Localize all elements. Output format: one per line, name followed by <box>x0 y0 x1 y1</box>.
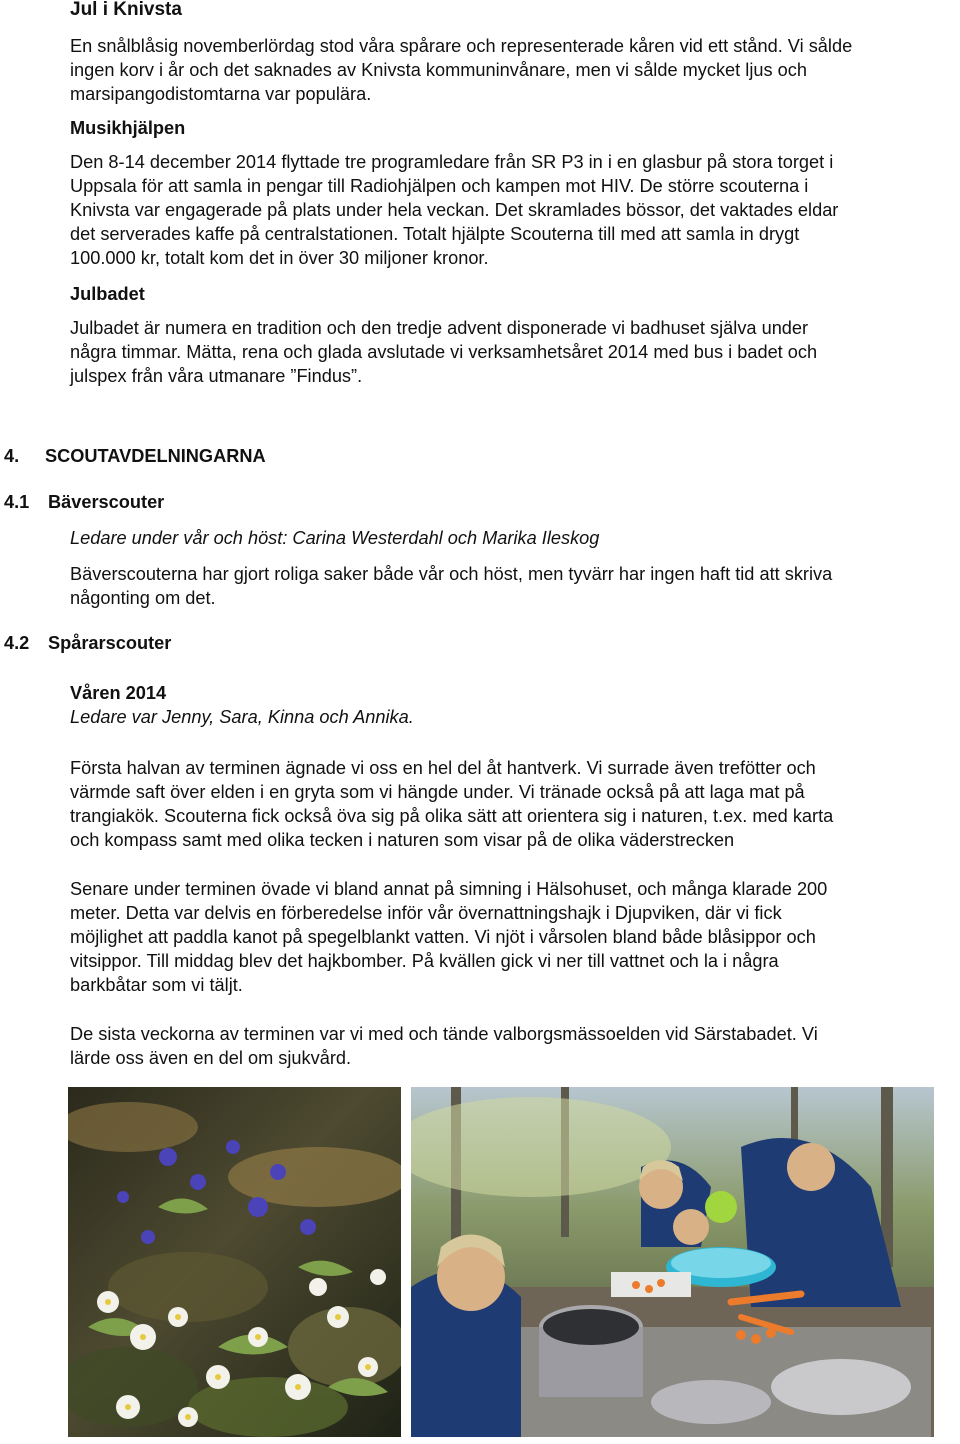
section-heading-musikhjalpen: Musikhjälpen <box>70 118 186 138</box>
subsection-number: 4.1 <box>4 492 30 512</box>
paragraph-line: En snålblåsig novemberlördag stod våra spårare och representerade kåren vid ett stånd. Vi sålde <box>70 36 853 56</box>
section-number: 4. <box>4 446 20 466</box>
section-heading-jul: Jul i Knivsta <box>70 0 182 20</box>
paragraph-line: ingen korv i år och det saknades av Knivsta kommuninvånare, men vi sålde mycket ljus och <box>70 60 807 80</box>
paragraph-line: barkbåtar som vi täljt. <box>70 975 243 995</box>
section-heading-julbadet: Julbadet <box>70 284 145 304</box>
paragraph-line: någonting om det. <box>70 588 216 608</box>
paragraph-line: Första halvan av terminen ägnade vi oss en hel del åt hantverk. Vi surrade även trefötter och <box>70 758 816 778</box>
leaders-line: Ledare under vår och höst: Carina Westerdahl och Marika Ileskog <box>70 528 600 548</box>
paragraph-line: Bäverscouterna har gjort roliga saker både vår och höst, men tyvärr har ingen haft tid att skriva <box>70 564 833 584</box>
scouts-cooking-photo <box>411 1087 934 1437</box>
paragraph-line: meter. Detta var delvis en förberedelse inför vår övernattningshajk i Djupviken, där vi fick <box>70 903 782 923</box>
paragraph-line: Den 8-14 december 2014 flyttade tre programledare från SR P3 in i en glasbur på stora torget i <box>70 152 834 172</box>
paragraph-line: vitsippor. Till middag blev det hajkbomber. På kvällen gick vi ner till vattnet och la i några <box>70 951 779 971</box>
paragraph-line: lärde oss även en del om sjukvård. <box>70 1048 352 1068</box>
paragraph-line: Julbadet är numera en tradition och den tredje advent disponerade vi badhuset själva under <box>70 318 809 338</box>
paragraph-line: marsipangodistomtarna var populära. <box>70 84 372 104</box>
spring-heading: Våren 2014 <box>70 683 167 703</box>
paragraph-line: 100.000 kr, totalt kom det in över 30 miljoner kronor. <box>70 248 489 268</box>
paragraph-line: Knivsta var engagerade på plats under hela veckan. Det skramlades bössor, det vaktades eldar <box>70 200 839 220</box>
paragraph-line: julspex från våra utmanare ”Findus”. <box>70 366 363 386</box>
flowers-photo <box>68 1087 401 1437</box>
paragraph-line: värmde saft över elden i en gryta som vi hängde under. Vi tränade också på att laga mat på <box>70 782 805 802</box>
paragraph-line: möjlighet att paddla kanot på spegelblankt vatten. Vi njöt i vårsolen bland både blåsippor och <box>70 927 816 947</box>
subsection-title: Bäverscouter <box>48 492 165 512</box>
leaders-line: Ledare var Jenny, Sara, Kinna och Annika. <box>70 707 414 727</box>
section-title: SCOUTAVDELNINGARNA <box>45 446 266 466</box>
paragraph-line: Uppsala för att samla in pengar till Radiohjälpen och kampen mot HIV. De större scouterna i <box>70 176 809 196</box>
paragraph-line: och kompass samt med olika tecken i naturen som visar på de olika väderstrecken <box>70 830 735 850</box>
paragraph-line: De sista veckorna av terminen var vi med och tände valborgsmässoelden vid Särstabadet. Vi <box>70 1024 818 1044</box>
paragraph-line: trangiakök. Scouterna fick också öva sig på olika sätt att orientera sig i naturen, t.ex. med karta <box>70 806 834 826</box>
subsection-title: Spårarscouter <box>48 633 172 653</box>
paragraph-line: några timmar. Mätta, rena och glada avslutade vi verksamhetsåret 2014 med bus i badet och <box>70 342 818 362</box>
paragraph-line: Senare under terminen övade vi bland annat på simning i Hälsohuset, och många klarade 200 <box>70 879 828 899</box>
paragraph-line: det serverades kaffe på centralstationen. Totalt hjälpte Scouterna till med att samla in drygt <box>70 224 800 244</box>
subsection-number: 4.2 <box>4 633 30 653</box>
